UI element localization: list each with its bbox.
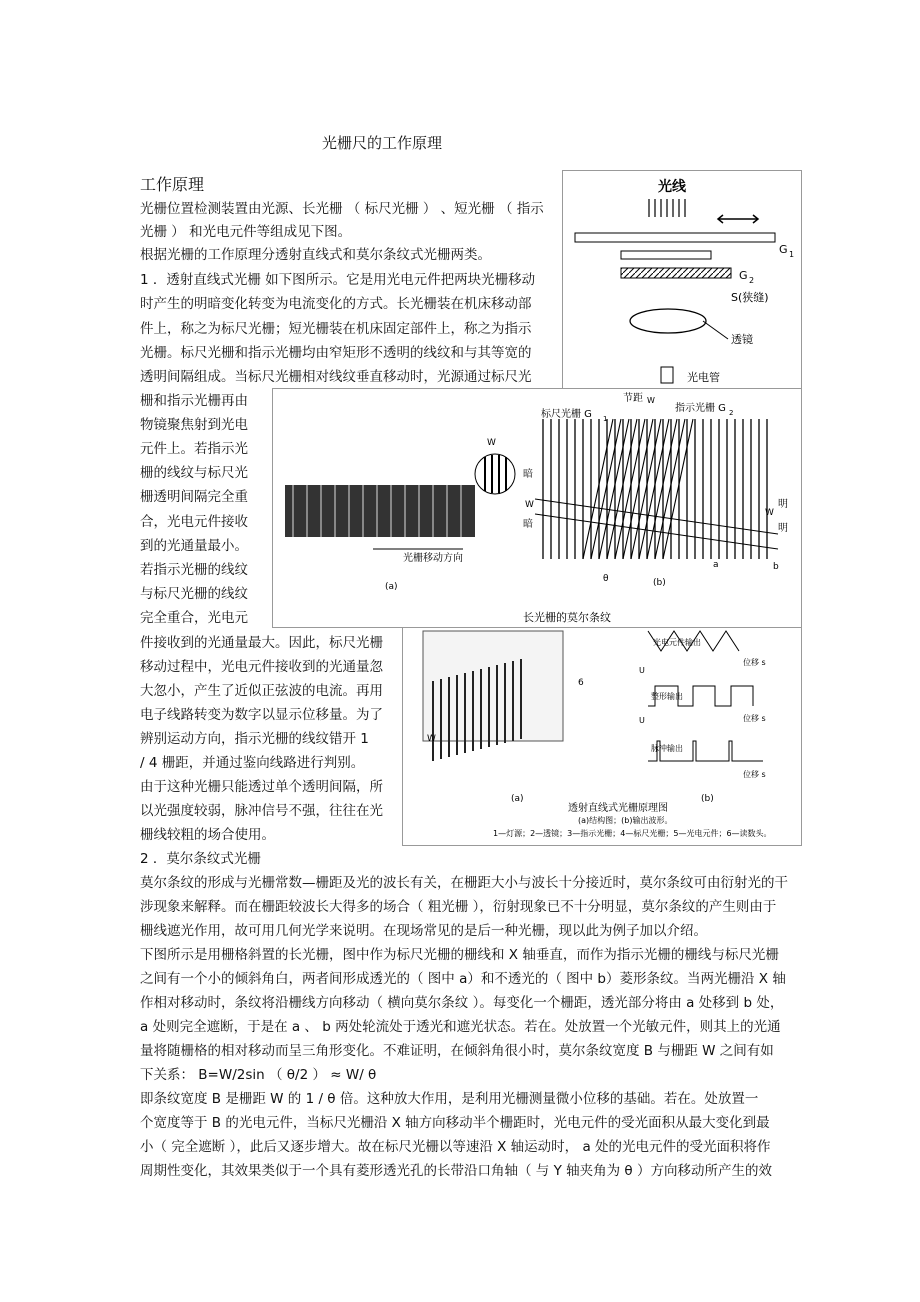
- text-line: 物镜聚焦射到光电: [140, 417, 248, 433]
- text-line: 周期性变化，其效果类似于一个具有菱形透光孔的长带沿口角轴（ 与 Y 轴夹角为 θ ）方向移动所产生的效: [140, 1163, 772, 1179]
- text-line: 到的光通量最小。: [140, 538, 248, 554]
- index-grating-label: 指示光栅 G: [675, 403, 726, 414]
- text-line: 辨别运动方向，指示光栅的线纹错开 1: [140, 731, 369, 747]
- text-line: 1 ．透射直线式光栅 如下图所示。它是用光电元件把两块光栅移动: [140, 272, 536, 288]
- text-line: 以光强度较弱，脉冲信号不强，往往在光: [140, 803, 383, 819]
- text-line: 栅和指示光栅再由: [140, 393, 248, 409]
- dark-label-2: 暗: [523, 519, 533, 530]
- lens-leader: [703, 321, 728, 339]
- slit-label: S(狭缝): [731, 291, 769, 304]
- scale-grating-sub: 1: [603, 415, 608, 423]
- g2-label: G: [739, 269, 748, 282]
- scale-grating-lines: [543, 419, 767, 559]
- moire-diagram: [273, 389, 801, 627]
- text-line: 大忽小，产生了近似正弦波的电流。再用: [140, 683, 383, 699]
- cap-b: (b): [701, 794, 714, 804]
- label-6: 6: [578, 678, 584, 688]
- reading-head-housing: [423, 631, 563, 741]
- text-line: 栅透明间隔完全重: [140, 489, 248, 505]
- text-line: 光栅 ） 和光电元件等组成见下图。: [140, 224, 352, 240]
- scale-grating-g1: [575, 233, 775, 242]
- g2-sub: 2: [749, 276, 755, 285]
- text-line: 由于这种光栅只能透过单个透明间隔，所: [140, 779, 383, 795]
- text-line: / 4 栅距，并通过鉴向线路进行判别。: [140, 755, 365, 771]
- out3: 脉冲输出: [651, 744, 683, 753]
- out2: 整形输出: [651, 692, 683, 701]
- theta-label: θ: [603, 574, 609, 584]
- text-line: 量将随栅格的相对移动而呈三角形变化。不难证明，在倾斜角很小时，莫尔条纹宽度 B 与栅距 W 之间有如: [140, 1043, 774, 1059]
- cap-b: (b): [653, 578, 666, 588]
- figure-grating-structure: [562, 170, 802, 392]
- text-line: 作相对移动时，条纹将沿栅线方向移动（ 横向莫尔条纹 ）。每变化一个栅距，透光部分将由 a 处移到 b 处，: [140, 995, 784, 1011]
- move-direction-label: 光栅移动方向: [403, 553, 463, 564]
- fig3-title: 透射直线式光栅原理图: [568, 803, 668, 814]
- text-line: 下图所示是用栅格斜置的长光栅，图中作为标尺光栅的栅线和 X 轴垂直，而作为指示光栅的栅线与标尺光栅: [140, 947, 779, 963]
- dark-label-1: 暗: [523, 469, 533, 480]
- fig3-legend: 1—灯源；2—透镜；3—指示光栅；4—标尺光栅；5—光电元件；6—读数头。: [493, 829, 772, 838]
- text-line: 2 ．莫尔条纹式光栅: [140, 851, 261, 867]
- bright-label-1: 明: [778, 499, 788, 510]
- slit-plate: [621, 268, 731, 278]
- text-line: 透明间隔组成。当标尺光栅相对线纹垂直移动时，光源通过标尺光: [140, 369, 532, 385]
- photocell-shape: [661, 367, 673, 383]
- figure-moire-fringes: [272, 388, 802, 628]
- text-line: 下关系： B=W/2sin （ θ/2 ） ≈ W/ θ: [140, 1067, 377, 1083]
- bright-label-2: 明: [778, 523, 788, 534]
- text-line: 与标尺光栅的线纹: [140, 586, 248, 602]
- text-line: 元件上。若指示光: [140, 441, 248, 457]
- magnified-circle: [475, 454, 515, 494]
- index-grating-sub: 2: [729, 409, 734, 417]
- u2: U: [639, 716, 645, 725]
- text-line: 栅线较粗的场合使用。: [140, 827, 275, 843]
- text-line: 即条纹宽度 B 是栅距 W 的 1 / θ 倍。这种放大作用，是利用光栅测量微小位移的基础。若在。处放置一: [140, 1091, 759, 1107]
- g1-sub: 1: [789, 250, 795, 259]
- text-line: 若指示光栅的线纹: [140, 562, 248, 578]
- g1-label: G: [779, 243, 788, 256]
- light-label: 光线: [658, 179, 686, 195]
- w-label-a: W: [487, 438, 496, 448]
- grating-structure-diagram: [563, 171, 801, 391]
- text-line: 光栅位置检测装置由光源、长光栅 （ 标尺光栅 ） 、短光栅 （ 指示: [140, 201, 544, 217]
- text-line: 涉现象来解释。而在栅距较波长大得多的场合（ 粗光栅 ），衍射现象已不十分明显，莫尔条纹的产生则由于: [140, 899, 777, 915]
- photocell-label: 光电管: [687, 371, 720, 384]
- text-line: 个宽度等于 B 的光电元件，当标尺光栅沿 X 轴方向移动半个栅距时，光电元件的受光面积从最大变化到最: [140, 1115, 770, 1131]
- label-w: W: [427, 734, 436, 744]
- fringe-line-2: [535, 514, 778, 549]
- cap-a: (a): [511, 794, 524, 804]
- text-line: 莫尔条纹的形成与光栅常数—栅距及光的波长有关，在栅距大小与波长十分接近时，莫尔条纹可由衍射光的干: [140, 875, 788, 891]
- lens-label: 透镜: [731, 333, 753, 346]
- text-line: 件上，称之为标尺光栅；短光栅装在机床固定部件上，称之为指示: [140, 321, 532, 337]
- scale-grating-label: 标尺光栅 G: [541, 409, 592, 420]
- w-label-c: W: [765, 508, 774, 518]
- section-heading: 工作原理: [140, 175, 205, 194]
- text-line: 光栅。标尺光栅和指示光栅均由窄矩形不透明的线纹和与其等宽的: [140, 345, 532, 361]
- disp3: 位移 s: [743, 770, 766, 779]
- move-arrow: [718, 215, 758, 223]
- text-line: 根据光栅的工作原理分透射直线式和莫尔条纹式光栅两类。: [140, 247, 491, 263]
- fig2-caption: 长光栅的莫尔条纹: [523, 611, 611, 624]
- disp1: 位移 s: [743, 658, 766, 667]
- text-line: 时产生的明暗变化转变为电流变化的方式。长光栅装在机床移动部: [140, 296, 532, 312]
- index-grating-g2: [621, 251, 711, 259]
- page-title: 光栅尺的工作原理: [322, 134, 443, 152]
- text-line: 小（ 完全遮断 ），此后又逐步增大。故在标尺光栅以等速沿 X 轴运动时， a 处的光电元件的受光面积将作: [140, 1139, 771, 1155]
- u1: U: [639, 666, 645, 675]
- text-line: 合，光电元件接收: [140, 514, 248, 530]
- fig3-sub: (a)结构图；(b)输出波形。: [578, 816, 673, 825]
- text-line: 移动过程中，光电元件接收到的光通量忽: [140, 659, 383, 675]
- text-line: a 处则完全遮断，于是在 a 、 b 两处轮流处于透光和遮光状态。若在。处放置一个光敏元件，则其上的光通: [140, 1019, 781, 1035]
- disp2: 位移 s: [743, 714, 766, 723]
- label-b: b: [773, 562, 779, 572]
- text-line: 件接收到的光通量最大。因此，标尺光栅: [140, 635, 383, 651]
- fringe-line-1: [535, 499, 778, 534]
- pitch-w: W: [647, 396, 655, 405]
- text-line: 之间有一个小的倾斜角白，两者间形成透光的（ 图中 a）和不透光的（ 图中 b）菱形条纹。当两光栅沿 X 轴: [140, 971, 786, 987]
- label-a: a: [713, 560, 719, 570]
- text-line: 栅线遮光作用，故可用几何光学来说明。在现场常见的是后一种光栅，现以此为例子加以介绍。: [140, 923, 707, 939]
- light-arrows: [649, 199, 685, 217]
- cap-a: (a): [385, 582, 398, 592]
- pitch-label: 节距: [623, 393, 643, 404]
- text-line: 栅的线纹与标尺光: [140, 465, 248, 481]
- lens-shape: [630, 309, 706, 333]
- w-label-b: W: [525, 500, 534, 510]
- text-line: 电子线路转变为数字以显示位移量。为了: [140, 707, 383, 723]
- text-line: 完全重合，光电元: [140, 610, 248, 626]
- out1: 光电元件输出: [653, 638, 701, 647]
